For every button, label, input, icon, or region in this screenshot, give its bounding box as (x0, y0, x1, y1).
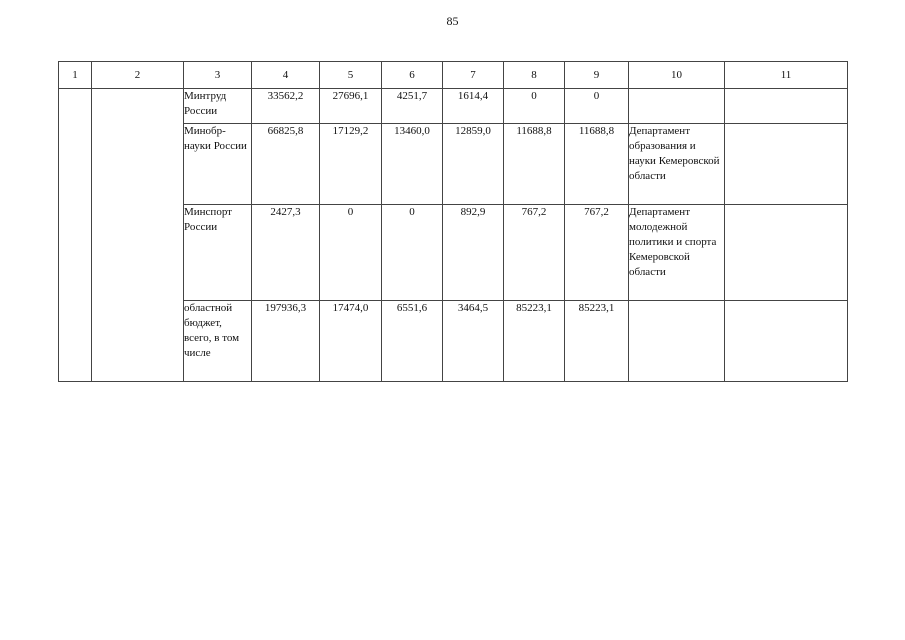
cell-value: 11688,8 (504, 124, 565, 205)
column-header-4: 4 (252, 62, 320, 89)
cell-value: 85223,1 (565, 301, 629, 382)
column-header-8: 8 (504, 62, 565, 89)
budget-table (58, 61, 848, 382)
cell-value: 0 (320, 205, 382, 301)
cell-value: 767,2 (504, 205, 565, 301)
cell-note (725, 301, 848, 382)
column-header-6: 6 (382, 62, 443, 89)
column-header-2: 2 (92, 62, 184, 89)
cell-source: областной бюджет, всего, в том числе (184, 301, 252, 382)
cell-value: 6551,6 (382, 301, 443, 382)
cell-note (725, 89, 848, 124)
page-number: 85 (446, 14, 459, 28)
cell-col1-merged (59, 89, 92, 382)
cell-value: 0 (504, 89, 565, 124)
header-row (59, 62, 848, 89)
cell-value: 11688,8 (565, 124, 629, 205)
column-header-1: 1 (59, 62, 92, 89)
cell-source: Минобр-науки России (184, 124, 252, 205)
cell-executor (629, 301, 725, 382)
cell-value: 66825,8 (252, 124, 320, 205)
cell-note (725, 124, 848, 205)
cell-value: 0 (565, 89, 629, 124)
cell-value: 17474,0 (320, 301, 382, 382)
cell-value: 3464,5 (443, 301, 504, 382)
cell-value: 0 (382, 205, 443, 301)
table-row (59, 89, 848, 124)
column-header-9: 9 (565, 62, 629, 89)
cell-value: 767,2 (565, 205, 629, 301)
cell-executor (629, 89, 725, 124)
cell-executor: Департамент образования и науки Кемеровской области (629, 124, 725, 205)
cell-value: 85223,1 (504, 301, 565, 382)
cell-source: Минспорт России (184, 205, 252, 301)
cell-value: 27696,1 (320, 89, 382, 124)
cell-value: 12859,0 (443, 124, 504, 205)
column-header-7: 7 (443, 62, 504, 89)
column-header-11: 11 (725, 62, 848, 89)
cell-note (725, 205, 848, 301)
cell-value: 1614,4 (443, 89, 504, 124)
cell-value: 4251,7 (382, 89, 443, 124)
column-header-10: 10 (629, 62, 725, 89)
column-header-5: 5 (320, 62, 382, 89)
cell-value: 197936,3 (252, 301, 320, 382)
cell-value: 892,9 (443, 205, 504, 301)
column-header-3: 3 (184, 62, 252, 89)
cell-value: 13460,0 (382, 124, 443, 205)
cell-col2-merged (92, 89, 184, 382)
cell-value: 2427,3 (252, 205, 320, 301)
cell-value: 17129,2 (320, 124, 382, 205)
cell-value: 33562,2 (252, 89, 320, 124)
cell-executor: Департамент молодежной политики и спорта Кемеровской области (629, 205, 725, 301)
cell-source: Минтруд России (184, 89, 252, 124)
